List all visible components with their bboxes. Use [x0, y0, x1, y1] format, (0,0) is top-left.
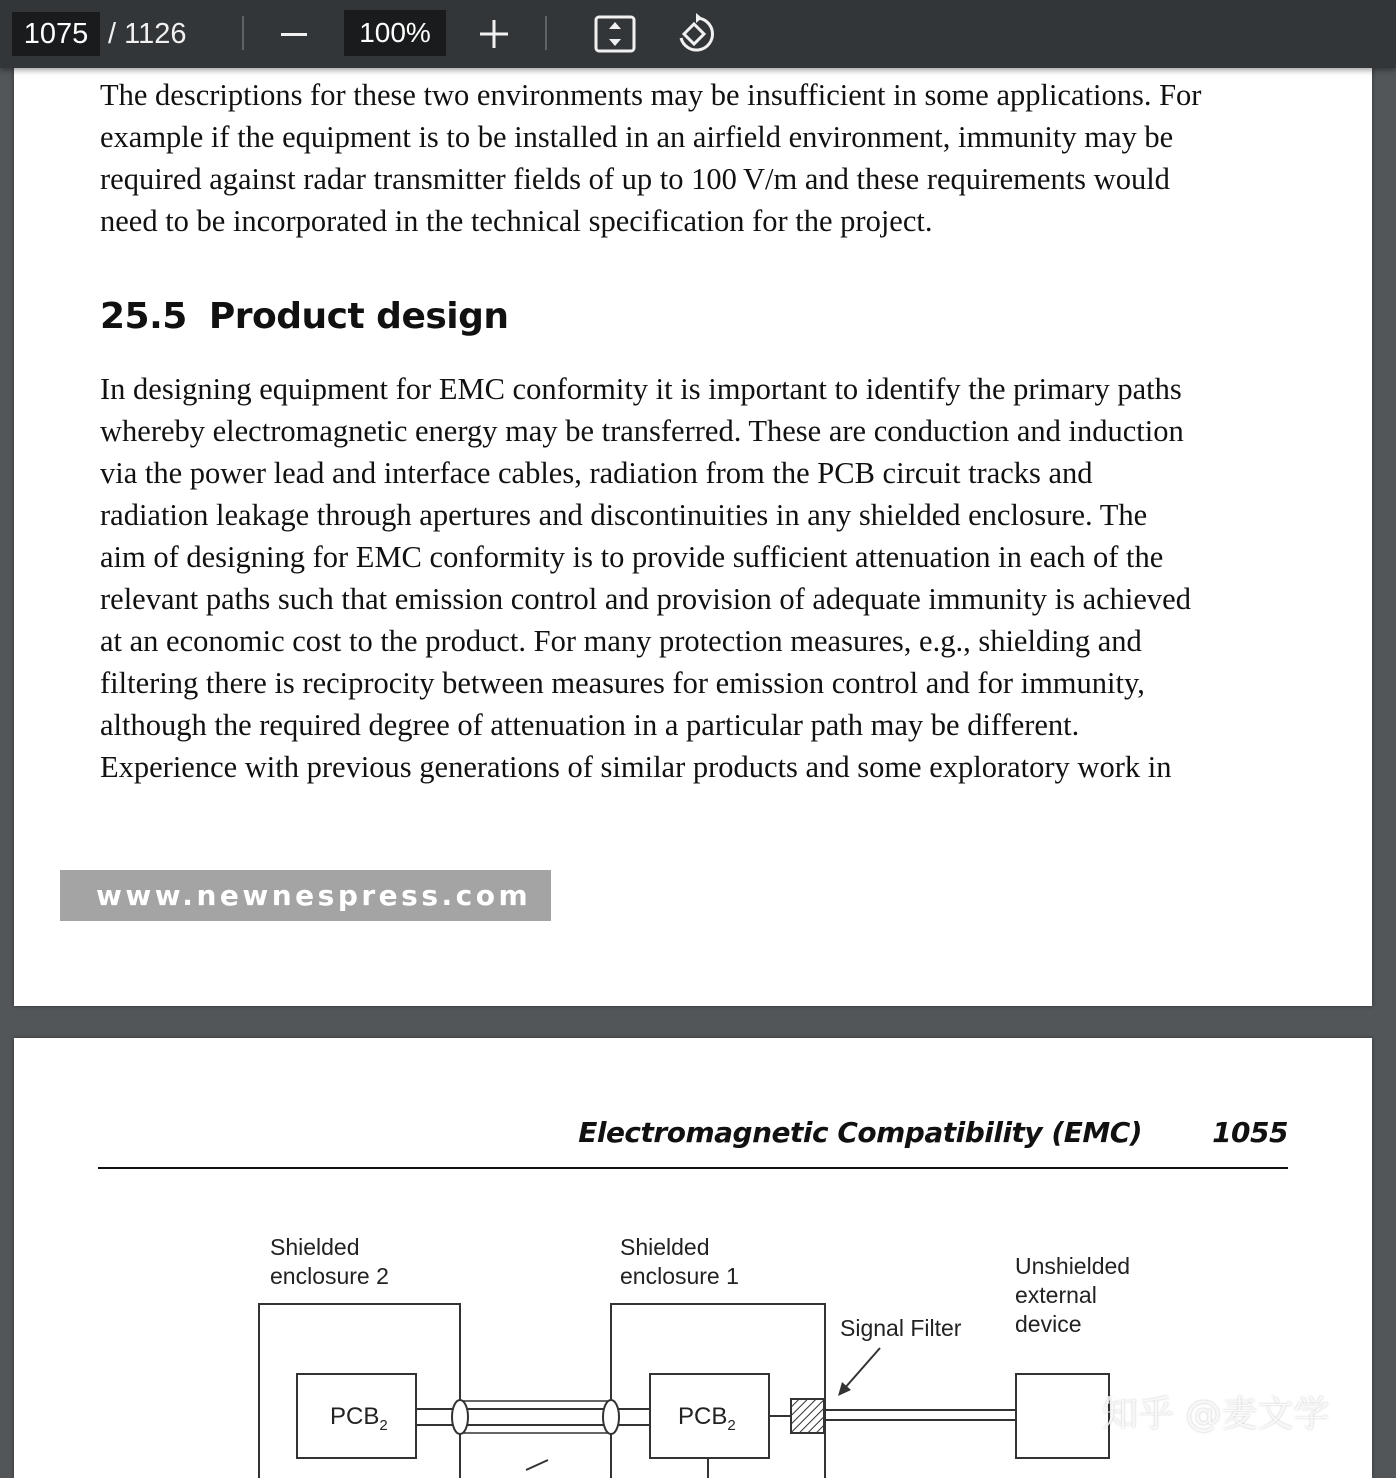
- fit-page-button[interactable]: [591, 10, 639, 58]
- page-number: 1055: [1212, 1116, 1288, 1149]
- pdf-toolbar: [0, 0, 1396, 68]
- label-line: Shielded: [270, 1234, 360, 1260]
- text-line: example if the equipment is to be installed in an airfield environment, immunity may be: [100, 120, 1174, 154]
- shielded-enclosure-2: [259, 1304, 460, 1478]
- zoom-input[interactable]: 100%: [344, 10, 446, 56]
- pcb-label-right: [678, 1402, 736, 1440]
- pcb-label-left: [330, 1402, 388, 1440]
- label-line: device: [1015, 1311, 1082, 1337]
- rotate-icon: [674, 12, 718, 56]
- text-line: whereby electromagnetic energy may be transferred. These are conduction and induction: [100, 414, 1184, 448]
- zoom-in-button[interactable]: [470, 10, 518, 58]
- pcb-subscript: 2: [727, 1416, 736, 1434]
- minus-icon: [279, 19, 309, 49]
- running-head-title: Electromagnetic Compatibility (EMC): [578, 1116, 1143, 1149]
- text-line: radiation leakage through apertures and discontinuities in any shielded enclosure. The: [100, 498, 1148, 532]
- text-line: filtering there is reciprocity between measures for emission control and for immunity,: [100, 666, 1145, 700]
- zoom-out-button[interactable]: [270, 10, 318, 58]
- label-line: enclosure 2: [270, 1263, 389, 1289]
- text-line: required against radar transmitter fields of up to 100 V/m and these requirements would: [100, 162, 1170, 196]
- cable-gland: [603, 1400, 619, 1434]
- partial-arrow: [526, 1460, 548, 1470]
- text-line: via the power lead and interface cables, radiation from the PCB circuit tracks and: [100, 456, 1093, 490]
- toolbar-divider: [242, 16, 244, 50]
- external-device-box: [1016, 1374, 1109, 1458]
- filter-arrow: [844, 1348, 880, 1389]
- section-title: Product design: [208, 296, 509, 337]
- pcb-subscript: 2: [379, 1416, 388, 1434]
- text-line: relevant paths such that emission control and provision of adequate immunity is achieved: [100, 582, 1191, 616]
- pcb-text: PCB: [678, 1403, 728, 1430]
- section-heading: [100, 296, 509, 337]
- page-number-input[interactable]: 1075: [12, 12, 100, 56]
- label-line: external: [1015, 1282, 1097, 1308]
- text-line: Experience with previous generations of similar products and some exploratory work in: [100, 750, 1172, 784]
- cable-gland: [452, 1400, 468, 1434]
- label-line: Shielded: [620, 1234, 710, 1260]
- plus-icon: [478, 18, 510, 50]
- partial-line: The descriptions for these two environments may be insufficient in some applications. For: [100, 78, 1202, 112]
- rotate-button[interactable]: [672, 10, 720, 58]
- paragraph-1: [100, 116, 1300, 242]
- section-number: 25.5: [100, 296, 187, 337]
- text-line: need to be incorporated in the technical specification for the project.: [100, 204, 933, 238]
- page-total: / 1126: [108, 18, 187, 50]
- label-line: enclosure 1: [620, 1263, 739, 1289]
- text-line: aim of designing for EMC conformity is to provide sufficient attenuation in each of the: [100, 540, 1164, 574]
- publisher-banner: www.newnespress.com: [60, 870, 551, 921]
- zhihu-watermark: 知乎 @麦文学: [1102, 1394, 1330, 1435]
- shielded-enclosure-1: [611, 1304, 825, 1478]
- signal-filter-label: Signal Filter: [840, 1315, 962, 1341]
- text-line: In designing equipment for EMC conformity it is important to identify the primary paths: [100, 372, 1182, 406]
- signal-filter: [791, 1399, 824, 1433]
- label-line: Unshielded: [1015, 1253, 1131, 1279]
- pdf-page: [14, 60, 1372, 1006]
- text-line: at an economic cost to the product. For many protection measures, e.g., shielding and: [100, 624, 1142, 658]
- toolbar-divider: [545, 16, 547, 50]
- fit-page-icon: [593, 14, 637, 54]
- text-line: although the required degree of attenuation in a particular path may be different.: [100, 708, 1080, 742]
- pcb-text: PCB: [330, 1403, 380, 1430]
- paragraph-2: [100, 368, 1300, 788]
